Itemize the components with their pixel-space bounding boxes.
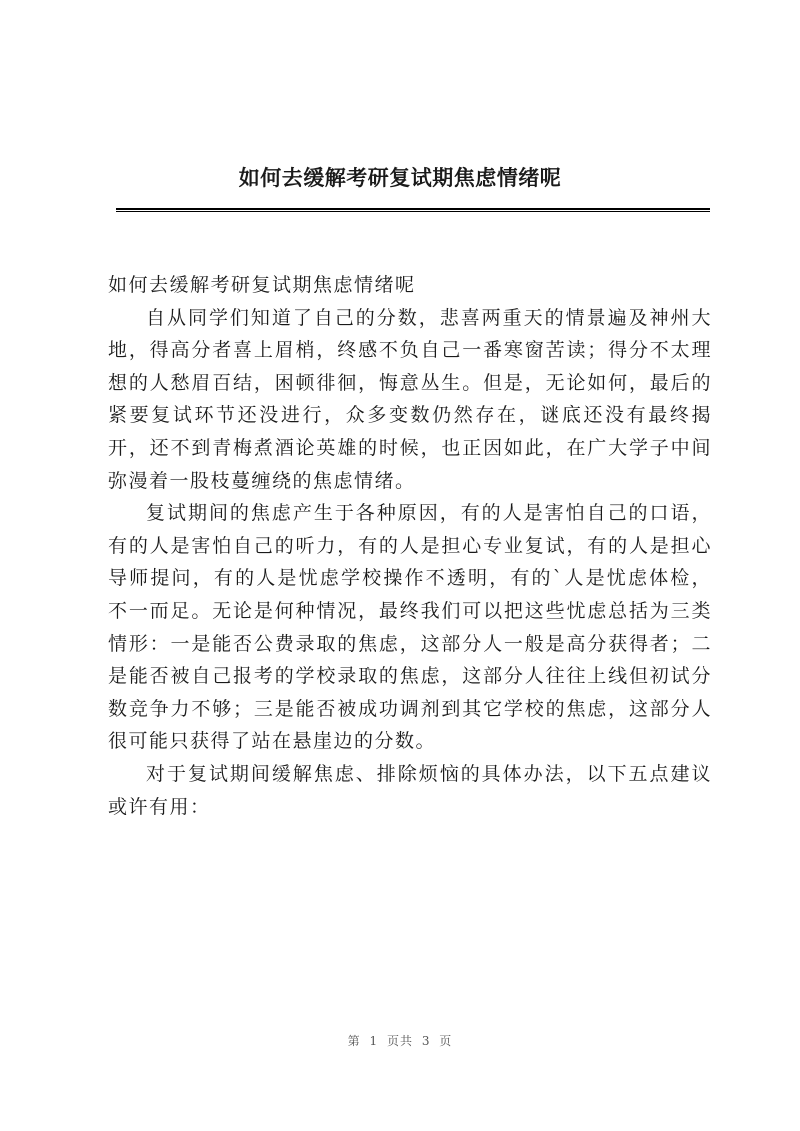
page-total-number: 3 [421,1034,431,1048]
document-body [108,269,712,823]
page-header-title: 如何去缓解考研复试期焦虑情绪呢 [238,165,562,190]
paragraph-2: 复试期间的焦虑产生于各种原因，有的人是害怕自己的口语，有的人是害怕自己的听力，有的人是担心专业复试，有的人是担心导师提问，有的人是忧虑学校操作不透明，有的`人是忧虑体检，不一而足。无论是何种情况，最终我们可以把这些忧虑总括为三类情形：一是能否公费录取的焦虑，这部分人一般是高分获得者；二是能否被自己报考的学校录取的焦虑，这部分人往往上线但初试分数竞争力不够；三是能否被成功调剂到其它学校的焦虑，这部分人很可能只获得了站在悬崖边的分数。 [108,502,712,753]
page-prefix: 第 [347,1034,361,1048]
paragraph-1: 自从同学们知道了自己的分数，悲喜两重天的情景遍及神州大地，得高分者喜上眉梢，终感不负自己一番寒窗苦读；得分不太理想的人愁眉百结，困顿徘徊，悔意丛生。但是，无论如何，最后的紧要复试环节还没进行，众多变数仍然存在，谜底还没有最终揭开，还不到青梅煮酒论英雄的时候，也正因如此，在广大学子中间弥漫着一股枝蔓缠绕的焦虑情绪。 [108,306,712,492]
document-title: 如何去缓解考研复试期焦虑情绪呢 [108,274,416,296]
paragraph-3: 对于复试期间缓解焦虑、排除烦恼的具体办法，以下五点建议或许有用： [108,762,712,818]
page-middle-text: 页共 [386,1034,413,1048]
page-suffix: 页 [439,1034,453,1048]
header-divider [116,208,710,212]
page-current-number: 1 [369,1034,379,1048]
page-footer [0,1032,800,1049]
